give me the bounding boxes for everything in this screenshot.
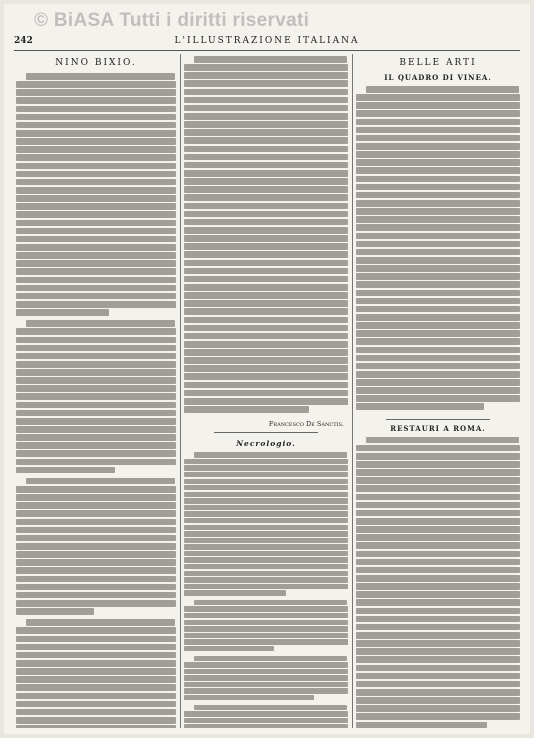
text-line [184, 465, 348, 470]
text-line [184, 178, 348, 185]
text-line [16, 600, 176, 607]
text-line [356, 167, 520, 174]
text-line [184, 557, 348, 562]
text-line [184, 479, 348, 484]
text-line [184, 544, 348, 549]
article-title: IL QUADRO DI VINEA. [384, 73, 492, 82]
text-line [184, 518, 348, 523]
text-line [356, 445, 520, 452]
text-line [356, 518, 520, 525]
text-line [356, 184, 520, 191]
text-line [356, 591, 520, 598]
article-title: NINO BIXIO. [55, 58, 137, 68]
text-line [16, 301, 176, 308]
text-line [356, 387, 520, 394]
text-line [184, 492, 348, 497]
text-line [184, 390, 348, 397]
text-line [26, 619, 175, 626]
text-line [16, 434, 176, 441]
text-line [184, 718, 348, 723]
text-line [184, 72, 348, 79]
text-line [16, 660, 176, 667]
text-line [16, 709, 176, 716]
text-line [356, 281, 520, 288]
text-line [356, 502, 520, 509]
text-line [184, 459, 348, 464]
article-title: RESTAURI A ROMA. [390, 423, 486, 433]
text-line [356, 102, 520, 109]
text-line [16, 535, 176, 542]
text-line [356, 216, 520, 223]
text-line [16, 203, 176, 210]
text-line [184, 137, 348, 144]
text-line [16, 106, 176, 113]
text-line [356, 159, 520, 166]
text-line [356, 208, 520, 215]
text-line [16, 576, 176, 583]
text-line [356, 224, 520, 231]
column-divider [352, 54, 353, 728]
text-line [16, 146, 176, 153]
text-line [16, 450, 176, 457]
text-line [194, 56, 347, 63]
separator [214, 432, 318, 433]
text-line [16, 644, 176, 651]
text-line [16, 510, 176, 517]
text-line [356, 567, 520, 574]
text-line [356, 355, 520, 362]
text-line [16, 220, 176, 227]
text-line [184, 97, 348, 104]
text-line [184, 724, 348, 728]
text-line [16, 81, 176, 88]
text-line [16, 361, 176, 368]
text-line [16, 138, 176, 145]
page-number: 242 [14, 36, 33, 46]
text-line [356, 347, 520, 354]
text-line [184, 260, 348, 267]
text-line [16, 467, 115, 474]
journal-title: L'ILLUSTRAZIONE ITALIANA [174, 36, 360, 46]
text-line [356, 290, 520, 297]
text-line [16, 260, 176, 267]
text-line [16, 668, 176, 675]
text-line [16, 130, 176, 137]
text-line [194, 705, 347, 710]
text-line [356, 656, 520, 663]
text-line [16, 285, 176, 292]
article-signature: Francesco De Sanctis. [268, 420, 344, 429]
column-3 [356, 56, 520, 728]
text-line [184, 525, 348, 530]
text-line [16, 385, 176, 392]
text-line [356, 151, 520, 158]
text-line [184, 194, 348, 201]
text-line [356, 363, 520, 370]
text-line [184, 613, 348, 618]
text-line [356, 665, 520, 672]
text-line [356, 176, 520, 183]
text-line [184, 675, 348, 680]
text-line [356, 322, 520, 329]
column-1 [16, 56, 176, 728]
text-line [16, 377, 176, 384]
text-line [184, 203, 348, 210]
text-line [356, 200, 520, 207]
text-line [16, 353, 176, 360]
text-line [356, 314, 520, 321]
text-line [184, 308, 348, 315]
text-line [356, 542, 520, 549]
text-line [356, 510, 520, 517]
text-line [184, 219, 348, 226]
text-line [356, 461, 520, 468]
newspaper-page [4, 4, 530, 734]
text-line [356, 127, 520, 134]
text-line [356, 559, 520, 566]
text-line [184, 531, 348, 536]
text-line [194, 656, 347, 661]
text-line [16, 701, 176, 708]
text-line [356, 713, 520, 720]
running-header [14, 36, 520, 50]
text-line [356, 119, 520, 126]
text-line [16, 179, 176, 186]
text-line [356, 306, 520, 313]
text-line [184, 317, 348, 324]
text-line [184, 584, 348, 589]
text-line [356, 330, 520, 337]
text-line [184, 211, 348, 218]
text-line [184, 639, 348, 644]
text-line [356, 192, 520, 199]
text-line [184, 333, 348, 340]
text-line [16, 187, 176, 194]
text-line [356, 551, 520, 558]
text-line [184, 186, 348, 193]
text-line [16, 693, 176, 700]
column-divider [180, 54, 181, 728]
text-line [16, 636, 176, 643]
text-line [184, 129, 348, 136]
text-line [356, 453, 520, 460]
text-line [356, 705, 520, 712]
text-line [356, 477, 520, 484]
text-line [16, 494, 176, 501]
text-line [16, 592, 176, 599]
text-line [16, 277, 176, 284]
text-line [356, 583, 520, 590]
text-line [16, 486, 176, 493]
article-body-continued [184, 56, 348, 417]
text-line [184, 590, 286, 595]
text-line [184, 577, 348, 582]
text-line [366, 437, 519, 444]
text-line [184, 626, 348, 631]
text-line [184, 64, 348, 71]
text-line [16, 418, 176, 425]
text-line [16, 652, 176, 659]
text-line [184, 243, 348, 250]
text-line [184, 406, 309, 413]
text-line [356, 648, 520, 655]
text-line [184, 276, 348, 283]
column-2 [184, 56, 348, 728]
text-line [16, 627, 176, 634]
text-line [184, 227, 348, 234]
text-line [184, 711, 348, 716]
text-line [356, 608, 520, 615]
text-line [356, 273, 520, 280]
text-line [184, 80, 348, 87]
text-line [356, 485, 520, 492]
text-line [356, 722, 487, 728]
text-line [16, 676, 176, 683]
text-line [184, 485, 348, 490]
text-line [16, 684, 176, 691]
necrology-body [184, 452, 348, 728]
text-line [356, 135, 520, 142]
text-line [356, 379, 520, 386]
text-line [356, 575, 520, 582]
text-line [16, 369, 176, 376]
text-line [184, 620, 348, 625]
header-rule [14, 50, 520, 51]
text-line [184, 688, 348, 693]
text-line [184, 646, 274, 651]
text-line [356, 616, 520, 623]
text-line [184, 89, 348, 96]
text-line [16, 567, 176, 574]
text-line [16, 154, 176, 161]
text-line [184, 357, 348, 364]
text-line [16, 584, 176, 591]
text-line [184, 170, 348, 177]
text-line [184, 505, 348, 510]
text-line [184, 341, 348, 348]
text-line [16, 717, 176, 724]
text-line [184, 398, 348, 405]
text-line [184, 235, 348, 242]
text-line [16, 211, 176, 218]
text-line [184, 373, 348, 380]
text-line [16, 551, 176, 558]
text-line [356, 673, 520, 680]
text-line [356, 599, 520, 606]
text-line [16, 97, 176, 104]
article-body [356, 86, 520, 415]
text-line [16, 328, 176, 335]
text-line [184, 382, 348, 389]
text-line [184, 154, 348, 161]
text-line [356, 697, 520, 704]
text-line [184, 695, 314, 700]
paragraph-gap [184, 414, 348, 417]
text-line [184, 682, 348, 687]
text-line [184, 325, 348, 332]
text-line [184, 251, 348, 258]
text-line [184, 669, 348, 674]
section-title: Necrologio. [236, 439, 296, 449]
text-line [356, 110, 520, 117]
paragraph-gap [356, 412, 520, 415]
text-line [184, 105, 348, 112]
text-line [184, 538, 348, 543]
text-line [356, 469, 520, 476]
text-line [16, 163, 176, 170]
text-line [184, 268, 348, 275]
text-line [184, 365, 348, 372]
text-line [16, 519, 176, 526]
text-line [16, 559, 176, 566]
separator [386, 419, 490, 420]
text-line [16, 543, 176, 550]
text-line [16, 244, 176, 251]
text-line [16, 337, 176, 344]
text-line [184, 472, 348, 477]
text-line [184, 113, 348, 120]
text-line [184, 551, 348, 556]
text-line [356, 624, 520, 631]
text-line [356, 681, 520, 688]
text-line [184, 121, 348, 128]
text-line [26, 73, 175, 80]
text-line [16, 345, 176, 352]
text-line [16, 527, 176, 534]
text-line [356, 534, 520, 541]
text-line [184, 162, 348, 169]
text-line [16, 236, 176, 243]
text-line [184, 571, 348, 576]
text-line [356, 249, 520, 256]
text-line [16, 402, 176, 409]
text-line [356, 94, 520, 101]
text-line [16, 608, 94, 615]
text-line [184, 292, 348, 299]
text-line [26, 478, 175, 485]
text-line [366, 86, 519, 93]
text-line [184, 146, 348, 153]
text-line [16, 89, 176, 96]
text-line [356, 526, 520, 533]
text-line [356, 632, 520, 639]
text-line [16, 228, 176, 235]
text-line [16, 426, 176, 433]
text-line [16, 459, 176, 466]
text-line [356, 265, 520, 272]
text-line [184, 284, 348, 291]
text-line [184, 300, 348, 307]
text-line [184, 564, 348, 569]
text-line [184, 511, 348, 516]
article-body [356, 437, 520, 728]
text-line [26, 320, 175, 327]
text-line [16, 309, 109, 316]
text-line [16, 442, 176, 449]
text-line [184, 349, 348, 356]
text-line [184, 662, 348, 667]
text-line [356, 338, 520, 345]
text-line [356, 403, 484, 410]
text-line [194, 600, 347, 605]
text-line [184, 633, 348, 638]
text-line [194, 452, 347, 457]
text-line [16, 122, 176, 129]
text-line [16, 171, 176, 178]
text-line [356, 395, 520, 402]
text-line [184, 498, 348, 503]
text-line [356, 640, 520, 647]
text-line [356, 143, 520, 150]
text-line [356, 689, 520, 696]
text-line [16, 268, 176, 275]
text-line [16, 293, 176, 300]
text-line [356, 298, 520, 305]
section-title: BELLE ARTI [399, 58, 477, 68]
text-line [356, 494, 520, 501]
text-line [356, 241, 520, 248]
text-line [16, 502, 176, 509]
text-line [356, 257, 520, 264]
text-line [16, 252, 176, 259]
text-line [16, 195, 176, 202]
text-line [356, 233, 520, 240]
article-body [16, 73, 176, 728]
text-line [16, 393, 176, 400]
text-line [16, 114, 176, 121]
text-line [356, 371, 520, 378]
text-line [16, 725, 176, 728]
text-line [16, 410, 176, 417]
text-line [184, 606, 348, 611]
watermark: © BiASA Tutti i diritti riservati [34, 10, 310, 31]
